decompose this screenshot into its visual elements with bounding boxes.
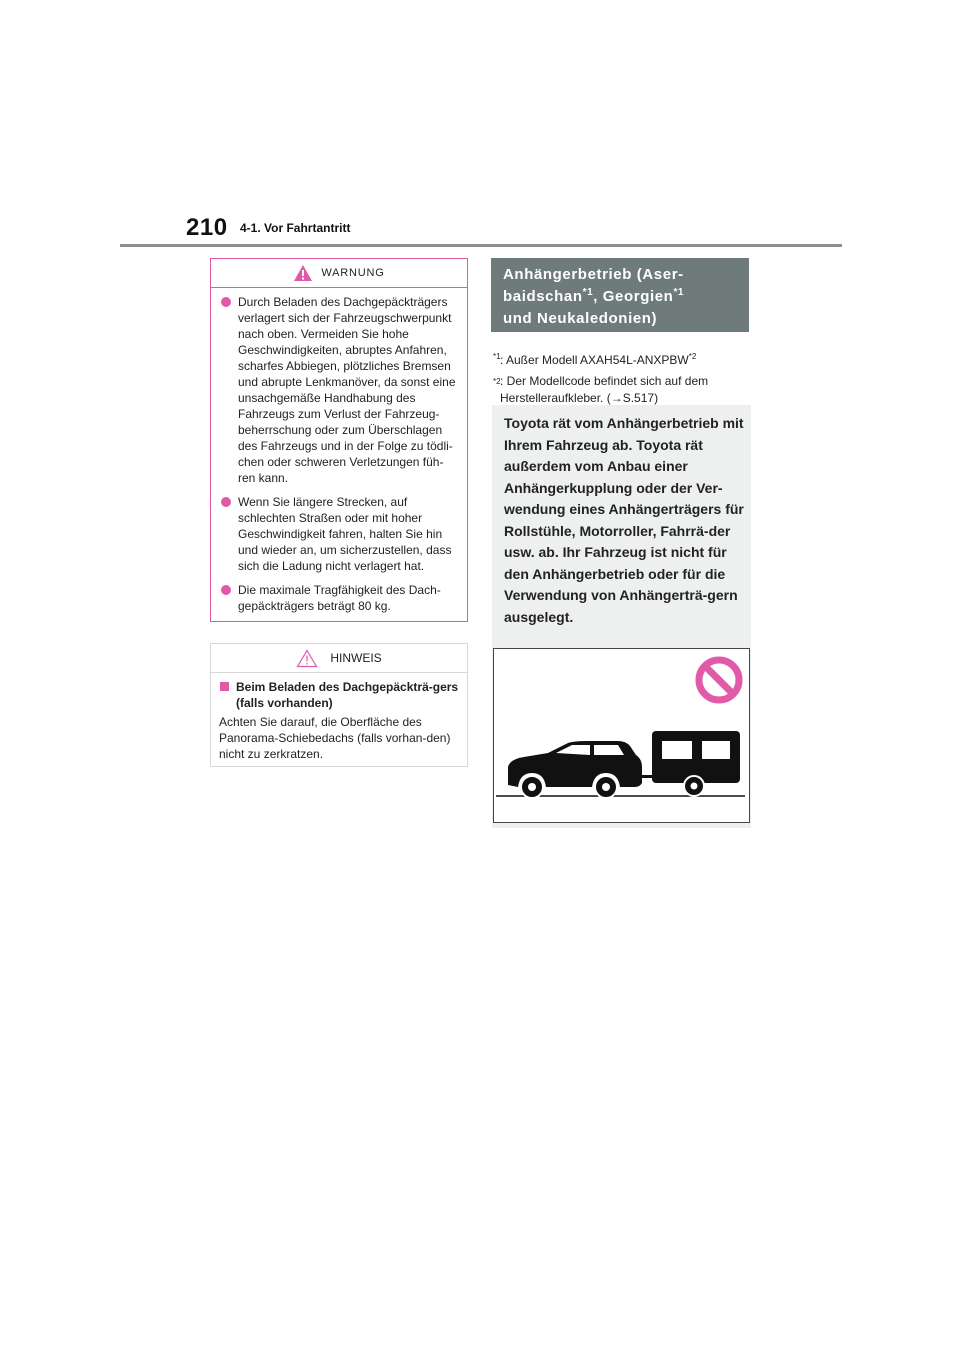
footnote-marker: *2 [493, 377, 501, 386]
footnote-text: : Der Modellcode befindet sich auf dem Herstelleraufkleber. (→S.517) [500, 374, 709, 405]
heading-text: , Georgien [593, 288, 674, 305]
caution-triangle-icon [296, 649, 318, 668]
header-rule [120, 244, 842, 247]
footnote-marker: *1 [493, 352, 501, 361]
bullet-icon [221, 297, 231, 307]
notice-heading [219, 679, 459, 711]
illustration-svg [494, 649, 749, 822]
footnote-ref: *1 [582, 287, 594, 298]
notice-box [210, 643, 468, 767]
warning-box [210, 258, 468, 622]
footnote-ref: *1 [673, 287, 685, 298]
hitch-icon [640, 775, 654, 778]
section-heading-line [503, 286, 737, 308]
notice-heading-text: Beim Beladen des Dachgepäckträ-gers (falls vorhanden) [236, 680, 459, 710]
heading-text: baidschan [503, 288, 583, 305]
warning-item [221, 494, 459, 574]
notice-text: Achten Sie darauf, die Oberfläche des Panorama-Schiebedachs (falls vorhan-den) nicht zu zerkratzen. [219, 715, 451, 761]
page-number: 210 [186, 214, 228, 241]
warning-item [221, 582, 459, 614]
section-label: 4-1. Vor Fahrtantritt [240, 221, 351, 235]
square-bullet-icon [220, 682, 229, 691]
notice-header [211, 644, 467, 673]
warning-header [211, 259, 467, 288]
bullet-icon [221, 585, 231, 595]
car-icon [508, 741, 642, 798]
info-text: Toyota rät vom Anhängerbetrieb mit Ihrem Fahrzeug ab. Toyota rät außerdem vom Anbau einer Anhängerkupplung oder der Ver-wendung eines Anhängerträgers für Rollstühle, Motorroller, Fahrrä-der usw. ab. Ihr Fahrzeug ist nicht für den Anhängerbetrieb oder für die Verwendung von Anhängerträ-gern ausgelegt. [504, 415, 744, 625]
warning-title: WARNUNG [321, 267, 385, 279]
car-with-trailer-illustration [493, 648, 750, 823]
info-panel [492, 405, 751, 828]
section-heading [491, 258, 749, 332]
footnote-text: : Außer Modell AXAH54L-ANXPBW [500, 353, 689, 367]
bullet-icon [221, 497, 231, 507]
warning-item-text: Die maximale Tragfähigkeit des Dach-gepäckträgers beträgt 80 kg. [238, 583, 441, 613]
notice-title: HINWEIS [330, 651, 382, 665]
warning-item-text: Wenn Sie längere Strecken, auf schlechten Straßen oder mit hoher Geschwindigkeit fahren, halten Sie hin und wieder an, um sicherzustellen, dass sich die Ladung nicht verlagert hat. [238, 495, 452, 573]
warning-item-text: Durch Beladen des Dachgepäckträgers verlagert sich der Fahrzeugschwerpunkt nach oben. Vermeiden Sie hohe Geschwindigkeiten, abruptes Anfahren, scharfes Abbiegen, plötzliches Bremsen und abrupte Lenkmanöver, da sonst eine unsachgemäße Handhabung des Fahrzeugs zum Verlust der Fahrzeug-beherrschung oder zum Überschlagen des Fahrzeugs und in der Folge zu tödli-chen oder schweren Verletzungen füh-ren kann. [238, 295, 456, 485]
trailer-icon [652, 731, 740, 796]
footnote [493, 373, 709, 405]
warning-item [221, 294, 459, 486]
section-heading-line: und Neukaledonien) [503, 310, 658, 327]
footnote [493, 348, 697, 369]
prohibition-icon [699, 660, 739, 700]
section-heading-line: Anhängerbetrieb (Aser- [503, 266, 684, 283]
footnote-ref: *2 [688, 352, 697, 361]
warning-triangle-icon [293, 264, 313, 282]
